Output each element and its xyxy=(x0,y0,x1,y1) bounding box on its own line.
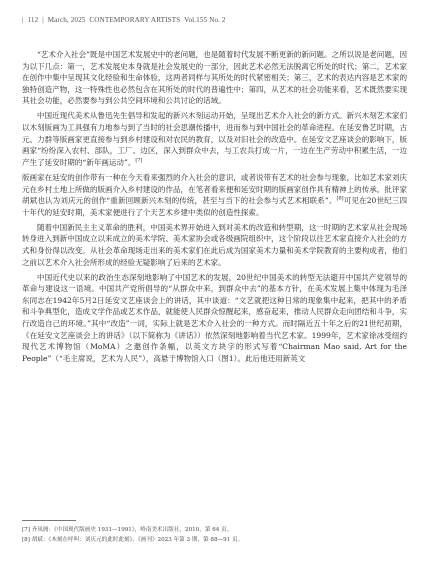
footnote-item: [7] 齐凤阁：《中国现代版画史 1931—1991》，岭南美术出版社，2010，第 64 页。 xyxy=(22,527,233,533)
paragraph: 中国近现代美术从鲁迅先生倡导和发起的新兴木刻运动开始，呈现出艺术介入社会的新方式。新兴木刻艺术家们以木刻版画为工具强有力地参与到了当时的社会思潮传播中，进而参与到中国社会的革命进程。在延安鲁艺时期，古元、力群等版画家更直接参与到乡村建设和对农民的教育，以及对旧社会的改造中。在延安文艺座谈会的影响下，版画家“纷纷深入农村、部队，工厂、边区，深入到群众中去，与工农兵打成一片，一边在生产劳动中积累生活，一边产生了延安时期的“新年画运动”。[7] xyxy=(22,111,407,167)
volume-issue: Vol.155 No. 2 xyxy=(184,16,226,24)
journal-name: CONTEMPORARY ARTISTS xyxy=(89,16,181,24)
footnotes xyxy=(22,520,407,545)
page-number: 112 xyxy=(27,16,39,24)
header-separator: | xyxy=(42,16,44,24)
paragraph: 中国近代史以来的政治生态深刻地影响了中国艺术的发展，20世纪中国美术的转型无法避开中国共产党领导的革命与建设这一语境。中国共产党所倡导的“从群众中来，到群众中去”的基本方针，在美术发展上集中体现为毛泽东同志在1942年5月2日延安文艺座谈会上的讲话，其中谈道：“文艺就把这种日常的现象集中起来，把其中的矛盾和斗争典型化，造成文学作品或艺术作品，就能使人民群众惊醒起来，感奋起来，推动人民群众走向团结和斗争，实行改造自己的环境。”其中“改造”一词，实际上就是艺术介入社会的一种方式。而时隔近五十年之后的21世纪初期，《在延安文艺座谈会上的讲话》（以下简称为《讲话》）依然深刻地影响着当代艺术家。1999年，艺术家徐冰受纽约现代艺术博物馆（MoMA）之邀创作条幅，以英文方块字的形式写着“Chairman Mao said, Art for the People”（“毛主席说，艺术为人民”），高悬于博物馆入口（图1）。此后他还用新英文 xyxy=(22,272,407,363)
paragraph: 随着中国新民主主义革命的胜利，中国美术界开始进入到对美术的改造和转型期，这一时期的艺术家从社会现场转身进入到新中国成立以来成立的美术学院、美术家协会或各级画院组织中，这个阶段以往艺术家直接介入社会的方式和身份得以改变。从社会革命现场走出来的美术家们在此后成为国家美术力量和美术学院教育的主要构成者，他们之前以艺术介入社会所形成的经验无疑影响了后来的艺术家。 xyxy=(22,222,407,267)
paragraph: 版画家在延安的创作带有一种在今天看来强烈的介入社会的意识，或者说带有艺术的社会参与现象，比如艺术家刘庆元在乡村土地上所做的版画介入乡村建设的作品，在笔者看来便和延安时期的版画家创作具有精神上的传承。批评家胡斌也认为刘庆元的创作“重新回顾新兴木刻的传统，甚至与当下的社会参与式艺术相联系”。[8]可见在20世纪三四十年代的延安时期，美术家便进行了个天艺术乡建中类似的创造性探索。 xyxy=(22,172,407,217)
article-body xyxy=(22,49,407,368)
issue-date: March, 2025 xyxy=(47,16,86,24)
header-separator: | xyxy=(22,16,24,24)
running-header xyxy=(22,16,228,24)
footnote-ref[interactable]: [8] xyxy=(336,195,344,202)
footnote-item: [8] 胡斌：《木刻在呼叫：刘庆元的此时此刻》，《画刊》2023 年第 3 期，第 88—91 页。 xyxy=(22,537,244,543)
footnote-divider xyxy=(22,520,76,521)
footnote-ref[interactable]: [7] xyxy=(135,157,143,164)
paragraph: “艺术介入社会”既是中国艺术发展史中的老问题，也是随着时代发展不断更新的新问题。之所以说是老问题，因为以下几点：第一，艺术发展史本身就是社会发展史的一部分，因此艺术必然无法脱离它所处的时代；第二，艺术家在创作中集中呈现其文化经验和生命体验，这两者同样与其所处的时代紧密相关；第三，艺术的表达内容是艺术家的独特创造产物，这一特殊性也必然包含在其所处的时代的普遍性中；第四，从艺术的社会功能来看，艺术既然要实现其社会功能，必然要参与到公共空间环境和公共讨论的话域。 xyxy=(22,50,407,106)
